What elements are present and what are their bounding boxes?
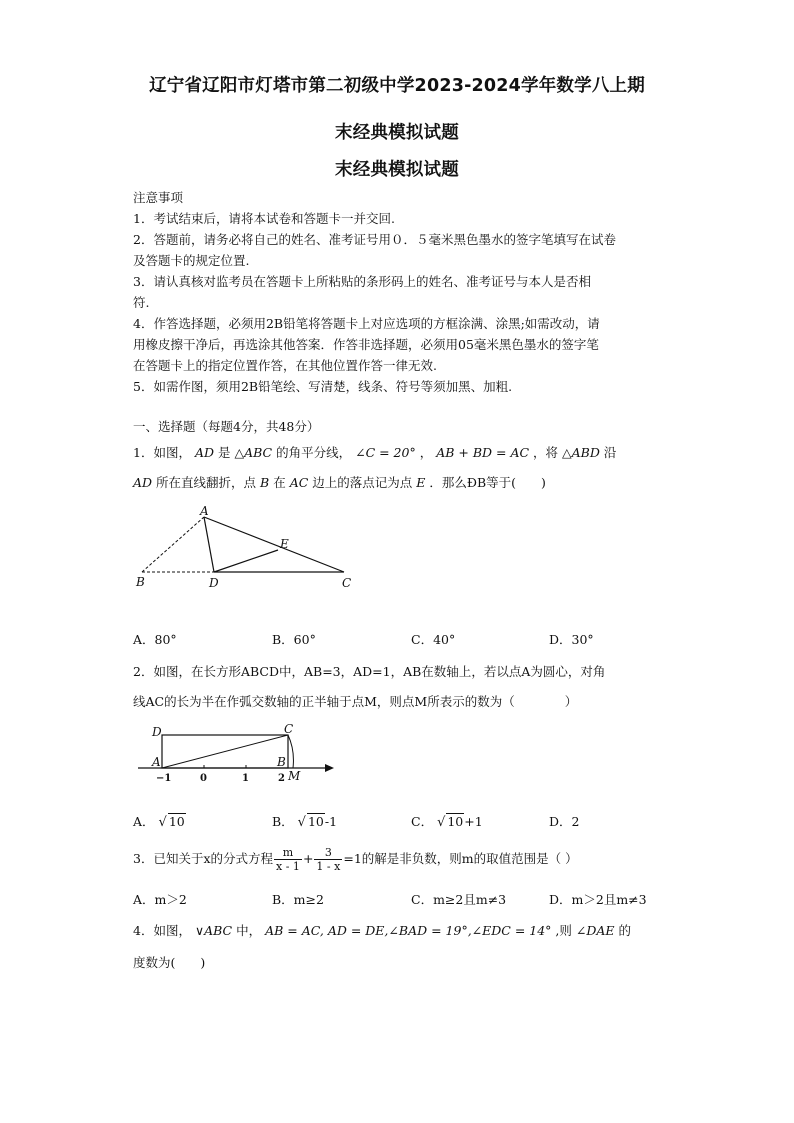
label-b: B: [277, 755, 286, 769]
q2-option-b[interactable]: [272, 812, 337, 830]
option-label: A．: [133, 814, 155, 829]
q4-math: ∨ABC: [194, 923, 233, 938]
arc-cm: [288, 735, 293, 768]
radicand: 10: [307, 814, 324, 829]
label-d: D: [209, 576, 219, 590]
q4-line-1: [133, 921, 631, 939]
tick-label-0: 0: [200, 773, 207, 784]
notice-item-1: 1．考试结束后，请将本试卷和答题卡一并交回.: [133, 211, 395, 226]
q1-text: ，: [419, 445, 433, 460]
q1-line-2: [133, 473, 546, 491]
q2-line-1: 2．如图，在长方形ABCD中，AB=3，AD=1，AB在数轴上，若以点A为圆心，对角: [133, 664, 606, 679]
page-title-line-3: 末经典模拟试题: [335, 160, 459, 180]
notice-item-4a: 4．作答选择题，必须用2B铅笔将答题卡上对应选项的方框涂满、涂黑;如需改动，请: [133, 316, 600, 331]
q4-text: 的: [618, 923, 632, 938]
notice-item-3a: 3．请认真核对监考员在答题卡上所粘贴的条形码上的姓名、准考证号与本人是否相: [133, 274, 591, 289]
q2-line-2: 线AC的长为半在作弧交数轴的正半轴于点M，则点M所表示的数为（ ）: [133, 694, 578, 709]
diagonal-ac: [162, 735, 288, 768]
notice-item-2a: 2．答题前，请务必将自己的姓名、准考证号用０．５毫米黑色墨水的签字笔填写在试卷: [133, 232, 616, 247]
q3-option-d[interactable]: D．m＞2且m≠3: [549, 892, 647, 907]
q1-math: E: [416, 475, 426, 490]
radicand: 10: [168, 814, 185, 829]
radicand: 10: [447, 814, 464, 829]
fraction-3-over-1-x: [314, 846, 342, 873]
q1-option-b[interactable]: B．60°: [272, 632, 316, 647]
q2-option-a[interactable]: [133, 812, 186, 830]
q1-math: AC: [289, 475, 309, 490]
axis-arrow-icon: [325, 764, 334, 772]
segment-de: [214, 550, 278, 572]
q1-text: 在: [273, 475, 286, 490]
label-b: B: [136, 575, 145, 589]
q3-text: =1的解是非负数，则m的取值范围是（ ）: [343, 851, 578, 866]
label-d: D: [152, 725, 162, 739]
q1-line-1: [133, 443, 616, 461]
section-heading: 一、选择题（每题4分，共48分）: [133, 419, 320, 434]
q1-math: AD: [133, 475, 153, 490]
notice-item-4b: 用橡皮擦干净后，再选涂其他答案．作答非选择题，必须用05毫米黑色墨水的签字笔: [133, 337, 599, 352]
segment-ad: [204, 517, 214, 572]
tick-label-1: 1: [242, 773, 249, 784]
label-c: C: [284, 722, 294, 736]
notice-item-4c: 在答题卡上的指定位置作答，在其他位置作答一律无效.: [133, 358, 437, 373]
q1-math: △ABD: [562, 445, 600, 460]
option-tail: +1: [464, 814, 483, 829]
segment-ac: [204, 517, 344, 572]
option-label: B．: [272, 814, 294, 829]
q1-triangle-figure: [130, 505, 360, 595]
notice-item-5: 5．如需作图，须用2B铅笔绘、写清楚，线条、符号等须加黑、加粗.: [133, 379, 513, 394]
q1-math: △ABC: [234, 445, 273, 460]
q1-math: AB + BD = AC: [436, 445, 530, 460]
q1-text: ，将: [533, 445, 559, 460]
label-c: C: [342, 576, 352, 590]
tick-label-2: 2: [278, 773, 285, 784]
label-m: M: [288, 769, 301, 783]
notice-item-3b: 符.: [133, 295, 150, 310]
tick-label-neg1: −1: [156, 773, 172, 784]
sqrt-icon: √: [437, 815, 446, 830]
q1-text: 是: [217, 445, 231, 460]
denominator: x - 1: [276, 860, 300, 873]
segment-ba-dashed: [142, 517, 204, 572]
notice-item-2b: 及答题卡的规定位置.: [133, 253, 250, 268]
plus-sign: +: [302, 851, 314, 866]
q4-text: 中，: [236, 923, 262, 938]
page-title-line-2: 末经典模拟试题: [335, 123, 459, 143]
q2-option-c[interactable]: [411, 812, 483, 830]
q1-math: AD: [194, 445, 214, 460]
q1-option-c[interactable]: C．40°: [411, 632, 456, 647]
q3-option-a[interactable]: A．m＞2: [133, 892, 187, 907]
q1-text: ．那么ÐB等于( ): [429, 475, 546, 490]
q1-math: ∠C = 20°: [355, 445, 416, 460]
q1-text: 所在直线翻折，点: [156, 475, 257, 490]
q3-line: [133, 846, 578, 873]
page-title-line-1: 辽宁省辽阳市灯塔市第二初级中学2023-2024学年数学八上期: [149, 76, 645, 96]
q2-number-line-figure: [134, 722, 344, 784]
q3-option-b[interactable]: B．m≥2: [272, 892, 324, 907]
label-a: A: [200, 505, 209, 518]
q1-math: B: [260, 475, 270, 490]
q3-option-c[interactable]: C．m≥2且m≠3: [411, 892, 507, 907]
notice-heading: 注意事项: [133, 190, 184, 205]
q4-text: ,则: [555, 923, 572, 938]
sqrt-icon: √: [158, 815, 167, 830]
q1-option-a[interactable]: A．80°: [133, 632, 177, 647]
numerator: 3: [314, 846, 342, 860]
q4-math: AB = AC, AD = DE,∠BAD = 19°,∠EDC = 14°: [265, 923, 552, 938]
sqrt-icon: √: [297, 815, 306, 830]
option-label: C．: [411, 814, 434, 829]
q2-option-d[interactable]: D．2: [549, 814, 580, 829]
option-tail: -1: [324, 814, 338, 829]
numerator: m: [274, 846, 302, 860]
q4-text: 4．如图，: [133, 923, 191, 938]
label-e: E: [280, 537, 289, 551]
q1-text: 沿: [603, 445, 617, 460]
q4-line-2: 度数为( ): [133, 955, 206, 970]
q1-text: 1．如图，: [133, 445, 191, 460]
fraction-m-over-x-1: [274, 846, 302, 873]
label-a: A: [152, 755, 161, 769]
q1-option-d[interactable]: D．30°: [549, 632, 594, 647]
q1-text: 边上的落点记为点: [312, 475, 413, 490]
q4-math: ∠DAE: [575, 923, 615, 938]
denominator: 1 - x: [316, 860, 341, 873]
q3-text: 3．已知关于x的分式方程: [133, 851, 274, 866]
q1-text: 的角平分线，: [276, 445, 352, 460]
